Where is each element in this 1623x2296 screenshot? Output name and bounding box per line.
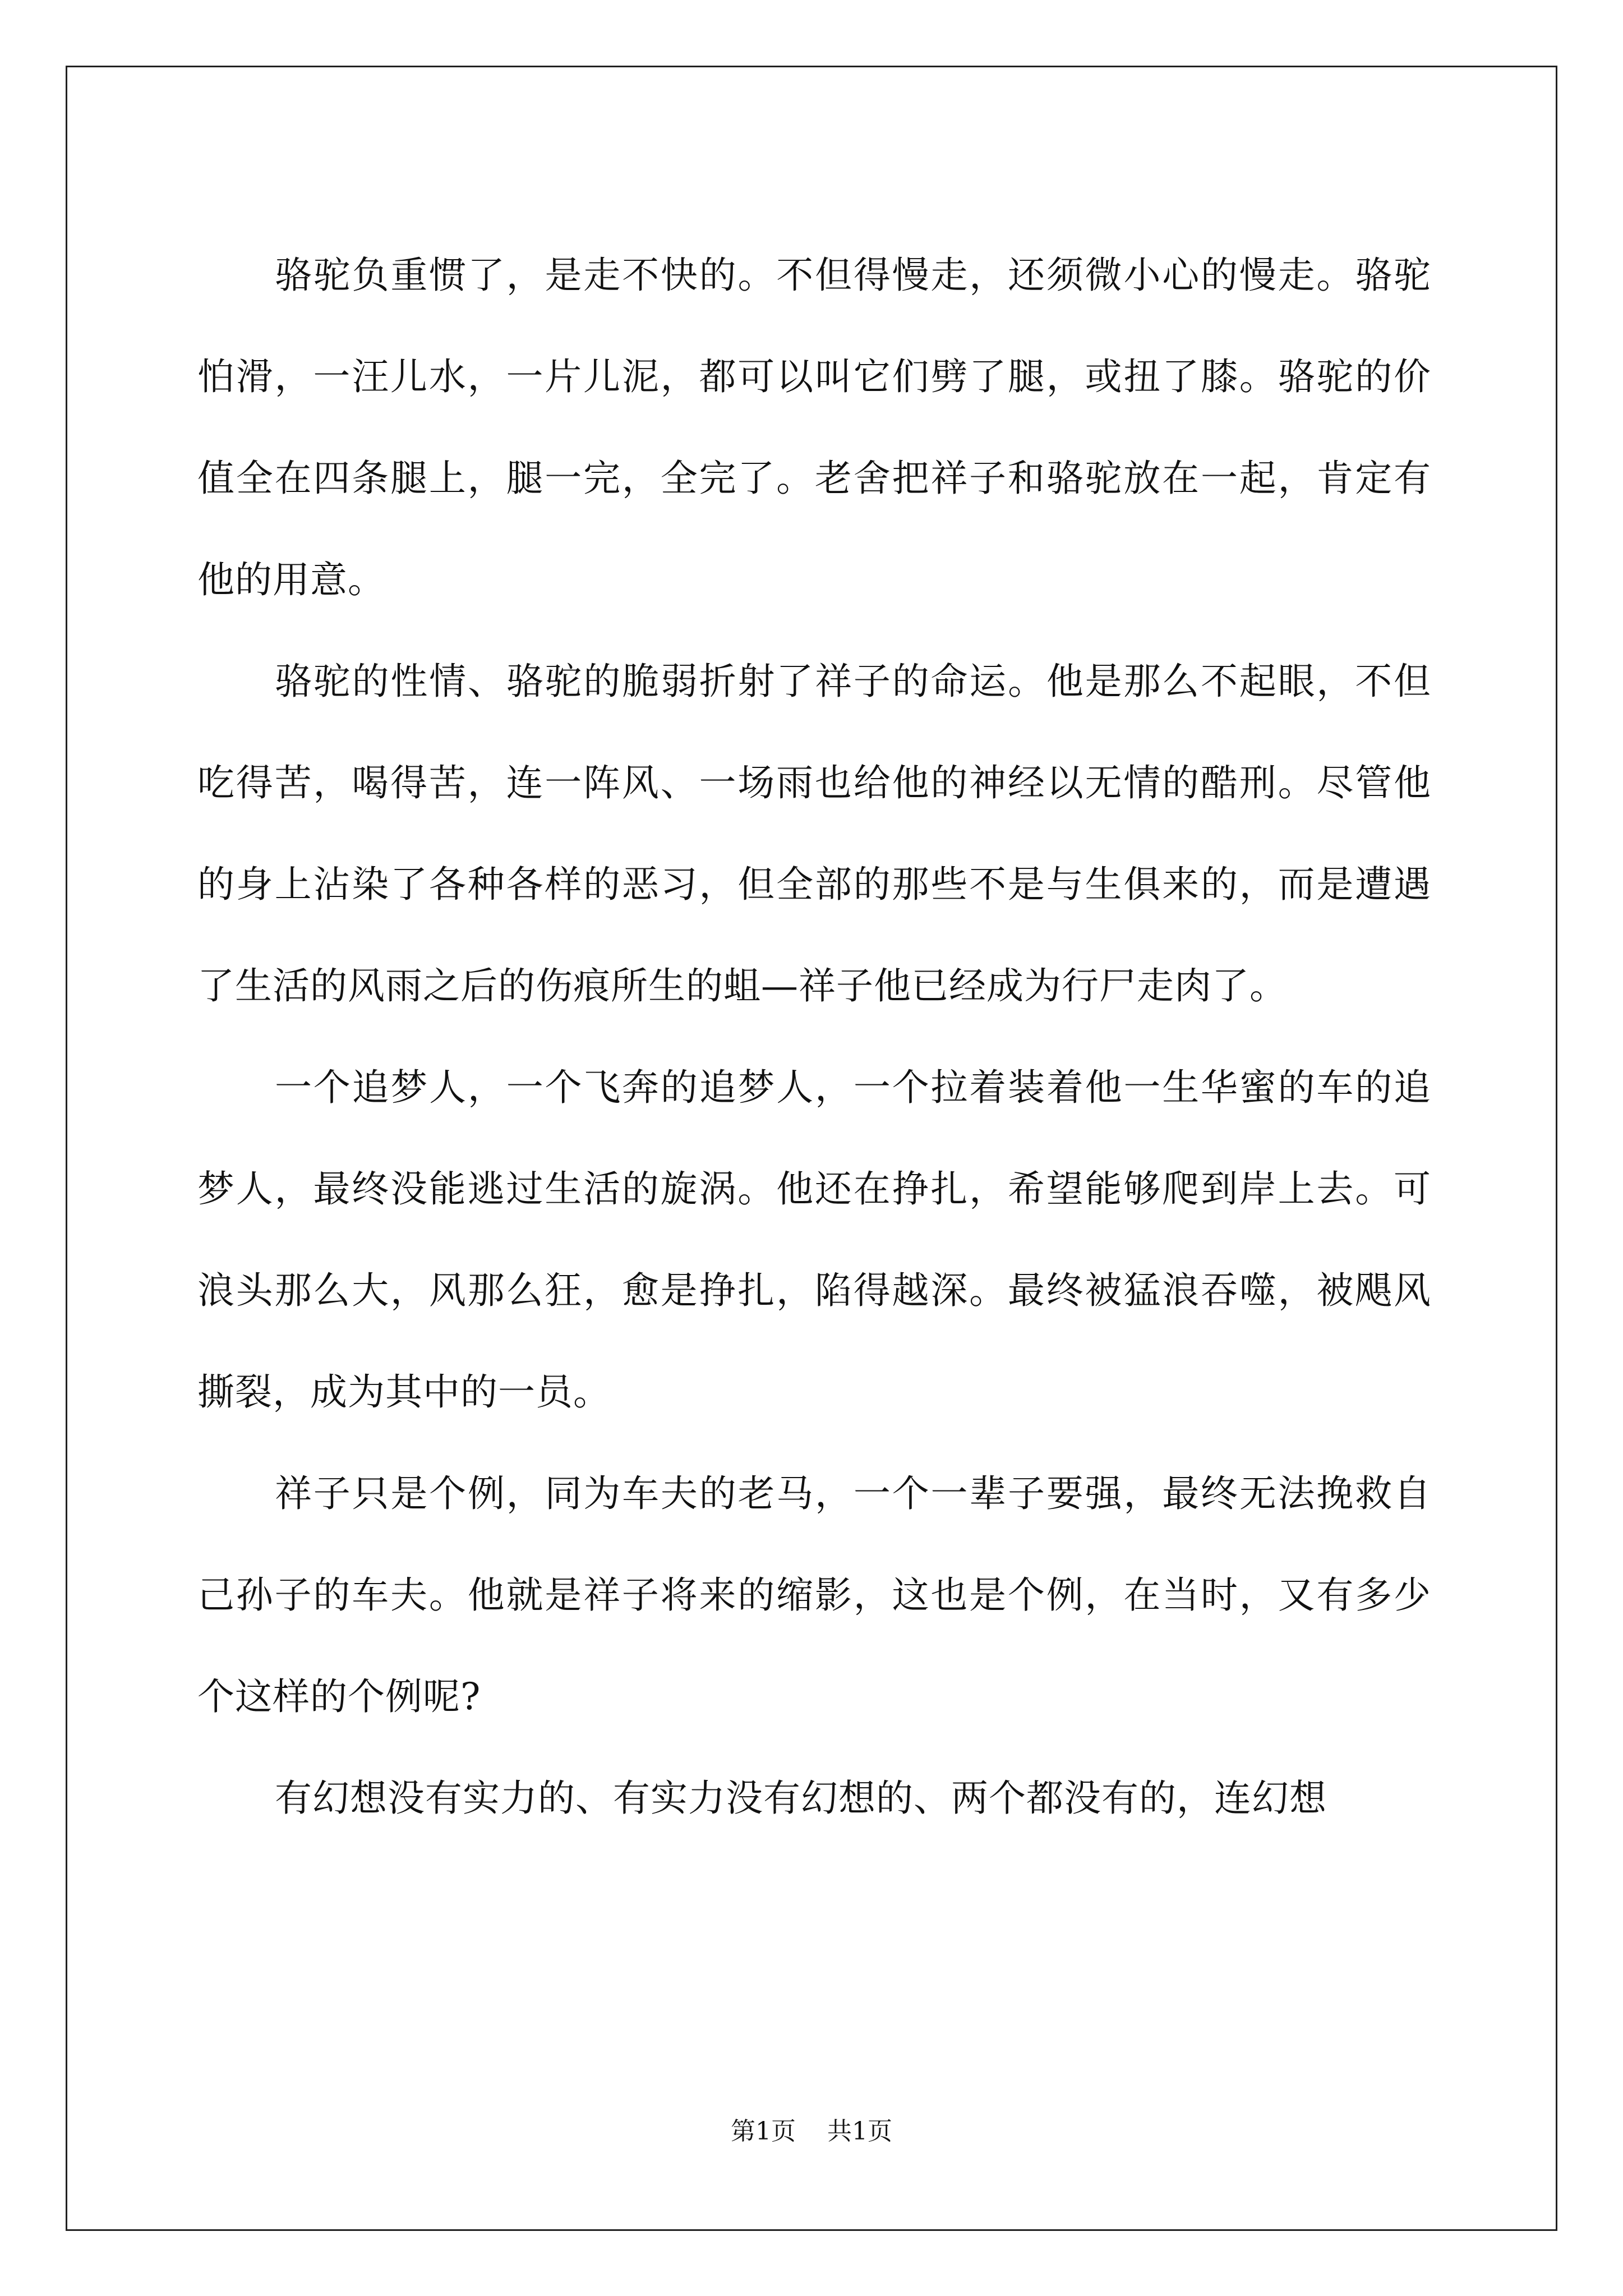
paragraph-2: 骆驼的性情、骆驼的脆弱折射了祥子的命运。他是那么不起眼，不但吃得苦，喝得苦，连一阵风、一场雨也给他的神经以无情的酷刑。尽管他的身上沾染了各种各样的恶习，但全部的那些不是与生俱来的，而是遭遇了生活的风雨之后的伤痕所生的蛆—祥子他已经成为行尸走肉了。 xyxy=(197,660,1431,1007)
document-body xyxy=(197,224,1431,1849)
page-total: 共1页 xyxy=(827,2117,892,2146)
page-number: 第1页 xyxy=(731,2117,796,2146)
paragraph-1: 骆驼负重惯了，是走不快的。不但得慢走，还须微小心的慢走。骆驼怕滑，一汪儿水，一片儿泥，都可以叫它们劈了腿，或扭了膝。骆驼的价值全在四条腿上，腿一完，全完了。老舍把祥子和骆驼放在一起，肯定有他的用意。 xyxy=(197,254,1431,601)
paragraph-3: 一个追梦人，一个飞奔的追梦人，一个拉着装着他一生华蜜的车的追梦人，最终没能逃过生活的旋涡。他还在挣扎，希望能够爬到岸上去。可浪头那么大，风那么狂，愈是挣扎，陷得越深。最终被猛浪吞噬，被飓风撕裂，成为其中的一员。 xyxy=(197,1066,1431,1414)
page-footer xyxy=(0,2115,1623,2148)
paragraph-4: 祥子只是个例，同为车夫的老马，一个一辈子要强，最终无法挽救自己孙子的车夫。他就是祥子将来的缩影，这也是个例，在当时，又有多少个这样的个例呢? xyxy=(197,1472,1431,1718)
paragraph-5: 有幻想没有实力的、有实力没有幻想的、两个都没有的，连幻想 xyxy=(275,1777,1327,1820)
